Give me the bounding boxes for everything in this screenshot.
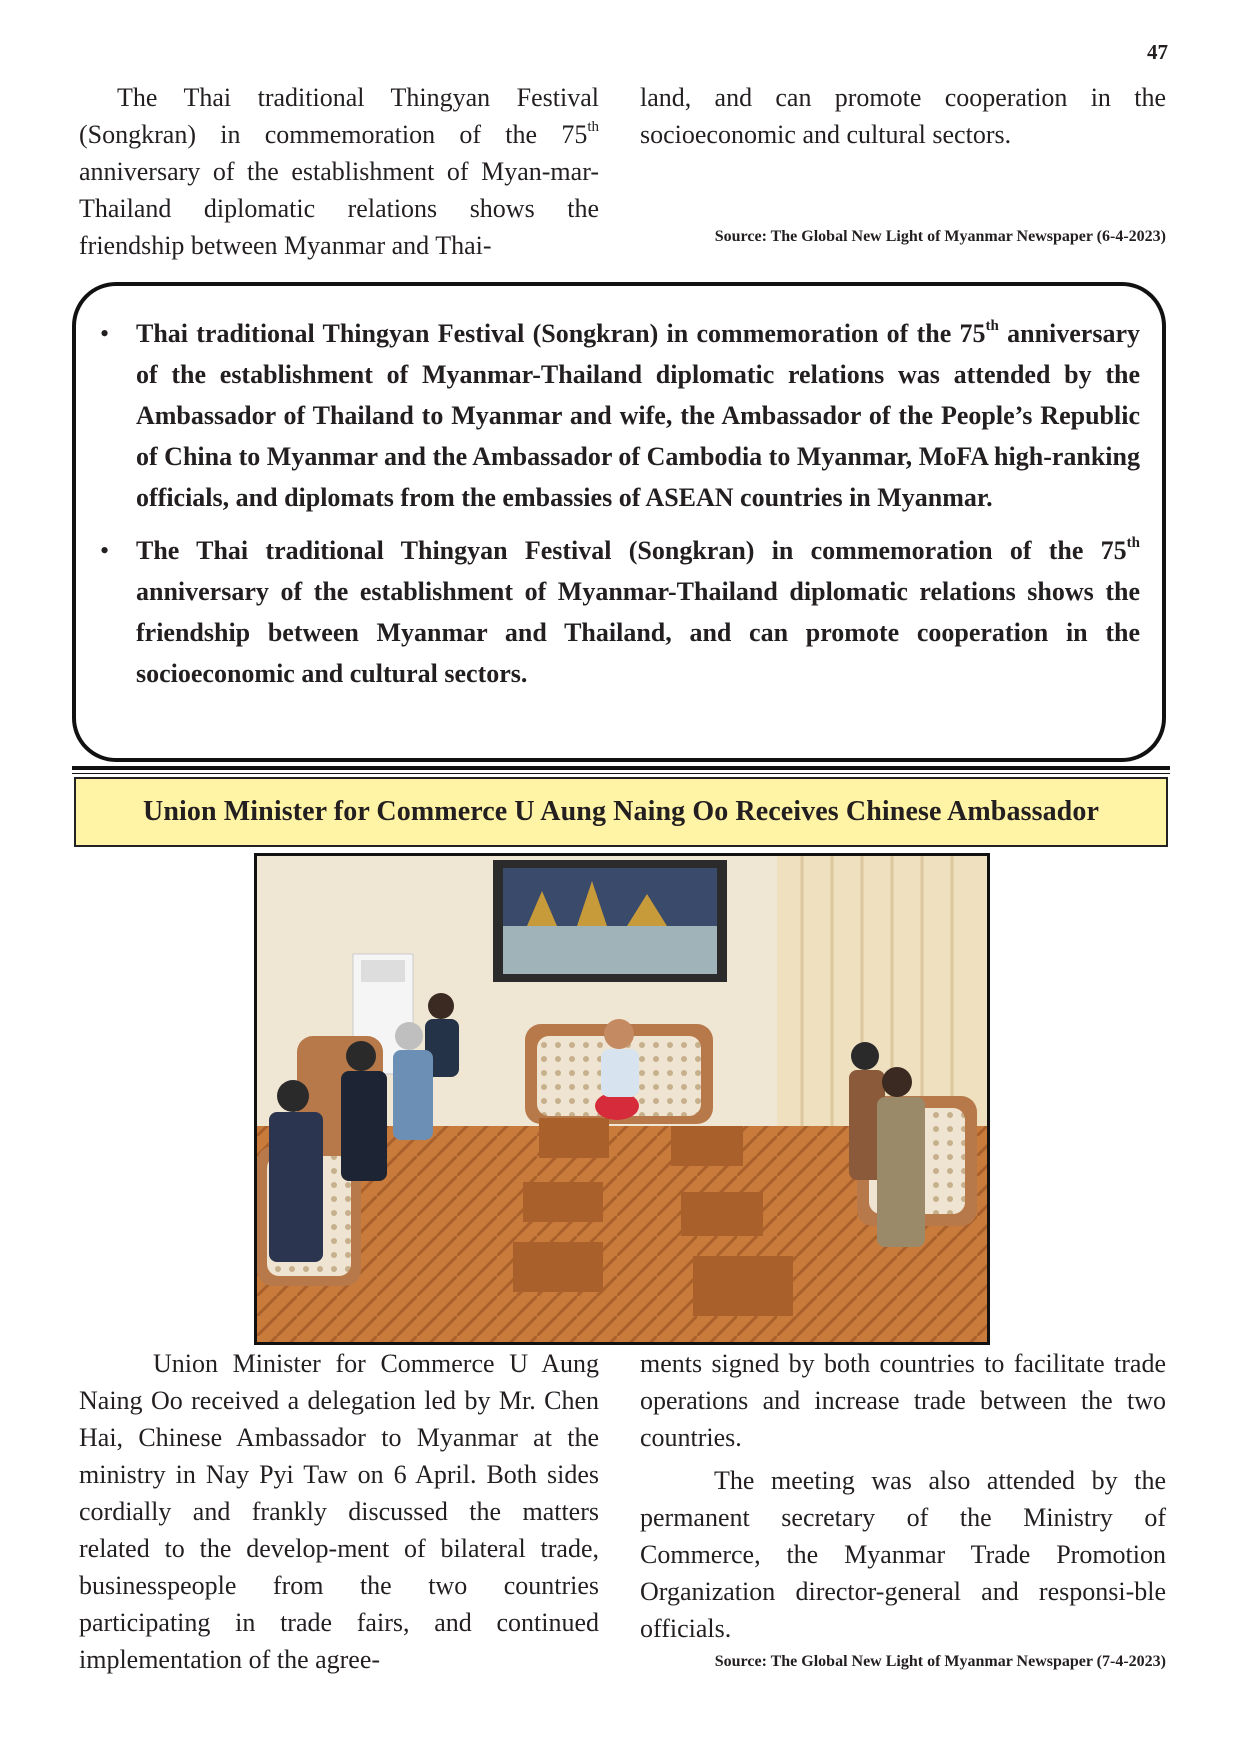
bullet-icon: •: [100, 319, 110, 348]
article2-paragraph: The meeting was also attended by the permanent secretary of the Ministry of Commerce, the Myanmar Trade Promotion Organization director-general and responsi-ble officials.: [640, 1466, 1166, 1643]
article2-source: Source: The Global New Light of Myanmar Newspaper (7-4-2023): [714, 1653, 1166, 1670]
article1-right-column: land, and can promote cooperation in the socioeconomic and cultural sectors.: [640, 83, 1166, 149]
ordinal-suffix: th: [985, 318, 999, 334]
highlight-item: • The Thai traditional Thingyan Festival (Songkran) in commemoration of the 75th anniversary of the establishment of Myanmar-Thailand diplomatic relations shows the friendship between Myanmar and Thailand, and can promote cooperation in the socioeconomic and cultural sectors.: [136, 530, 1140, 694]
ordinal-suffix: th: [587, 119, 599, 135]
section-divider-thin: [72, 773, 1170, 774]
article2-left-column: [79, 1345, 599, 1678]
article2-paragraph: Union Minister for Commerce U Aung Naing Oo received a delegation led by Mr. Chen Hai, Chinese Ambassador to Myanmar at the ministry in Nay Pyi Taw on 6 April. Both sides cordially and frankly discussed the matters related to the develop-ment of bilateral trade, businesspeople from the two countries participating in trade fairs, and continued implementation of the agree-: [79, 1349, 599, 1674]
meeting-photo: [254, 853, 990, 1345]
highlight-item: • Thai traditional Thingyan Festival (Songkran) in commemoration of the 75th anniversary of the establishment of Myanmar-Thailand diplomatic relations was attended by the Ambassador of Thailand to Myanmar and wife, the Ambassador of the People’s Republic of China to Myanmar and the Ambassador of Cambodia to Myanmar, MoFA high-ranking officials, and diplomats from the embassies of ASEAN countries in Myanmar.: [136, 313, 1140, 518]
article2-paragraph: ments signed by both countries to facilitate trade operations and increase trade between the two countries.: [640, 1349, 1166, 1452]
highlight-list: [100, 313, 1140, 706]
bullet-icon: •: [100, 536, 110, 565]
article2-right-column: [640, 1345, 1166, 1647]
page-number: 47: [1147, 40, 1168, 64]
article1-left-column: The Thai traditional Thingyan Festival (Songkran) in commemoration of the 75th anniversary of the establishment of Myan-mar-Thailand diplomatic relations shows the friendship between Myanmar and Thai-: [79, 83, 599, 260]
article2-headline: Union Minister for Commerce U Aung Naing Oo Receives Chinese Ambassador: [74, 777, 1168, 847]
section-divider: [72, 766, 1170, 770]
article1-source: Source: The Global New Light of Myanmar Newspaper (6-4-2023): [714, 228, 1166, 245]
ordinal-suffix: th: [1126, 535, 1140, 551]
meeting-photo-illustration: [257, 856, 987, 1342]
